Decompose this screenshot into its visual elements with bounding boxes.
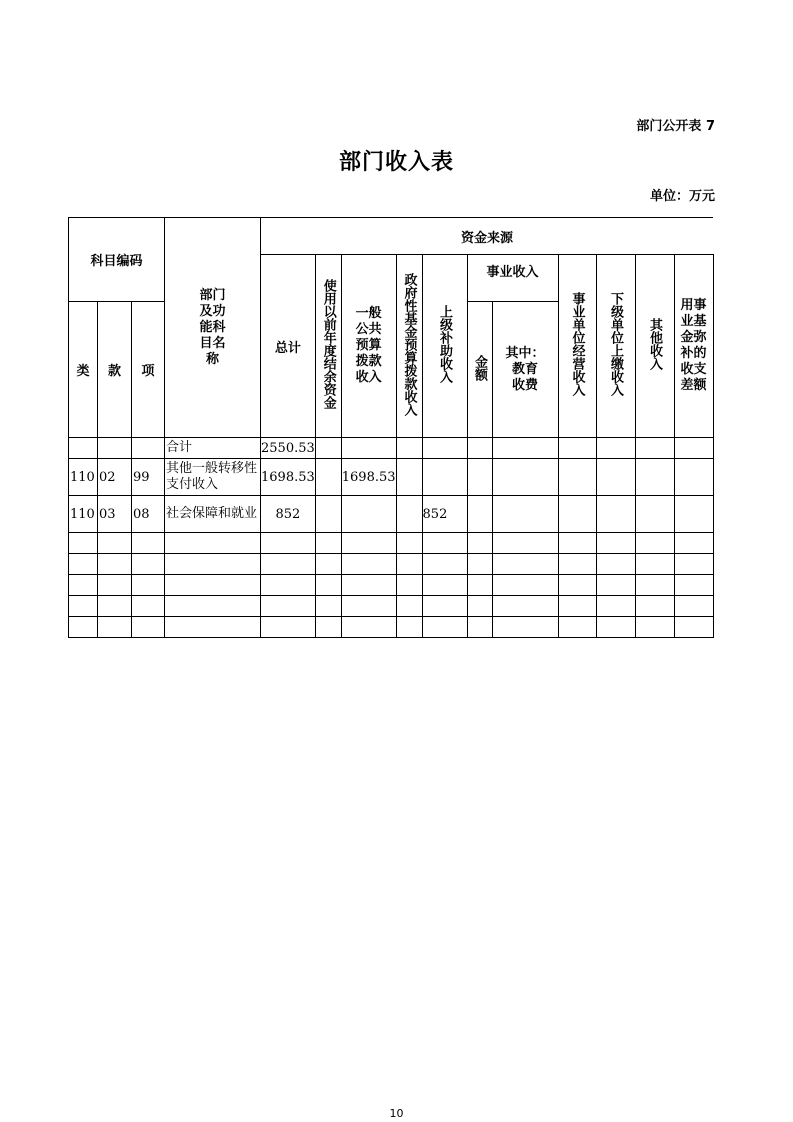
cell-xiang: 08 <box>132 496 165 533</box>
header-amount: 金额 <box>467 302 492 438</box>
header-xiang: 项 <box>132 302 165 438</box>
cell-kuan: 02 <box>98 459 132 496</box>
cell-name: 合计 <box>165 438 261 459</box>
cell-amount <box>467 496 492 533</box>
cell-fund <box>674 496 713 533</box>
cell-lei: 110 <box>69 496 98 533</box>
cell-superior <box>422 459 467 496</box>
cell-fund <box>674 459 713 496</box>
header-funding-source: 资金来源 <box>261 218 714 255</box>
cell-prior <box>315 496 341 533</box>
cell-general <box>341 438 396 459</box>
cell-xiang <box>132 438 165 459</box>
page-number: 10 <box>389 1107 404 1120</box>
cell-general: 1698.53 <box>341 459 396 496</box>
cell-xiang: 99 <box>132 459 165 496</box>
header-general-budget: 一般 公共 预算 拨款 收入 <box>341 255 396 438</box>
unit-label: 单位：万元 <box>649 189 715 204</box>
cell-gov-fund <box>396 496 422 533</box>
cell-total: 1698.53 <box>261 459 316 496</box>
empty-row <box>69 575 714 596</box>
income-table <box>68 217 714 638</box>
cell-superior: 852 <box>422 496 467 533</box>
empty-row <box>69 617 714 638</box>
cell-edu <box>492 438 558 459</box>
cell-lei: 110 <box>69 459 98 496</box>
cell-total: 2550.53 <box>261 438 316 459</box>
header-fund-balance: 用事 业基 金弥 补的 收支 差额 <box>674 255 713 438</box>
cell-other <box>635 459 674 496</box>
header-business-income: 事业收入 <box>467 255 558 302</box>
cell-subordinate <box>596 438 635 459</box>
empty-row <box>69 533 714 554</box>
cell-amount <box>467 459 492 496</box>
cell-lei <box>69 438 98 459</box>
header-prior-balance: 使用以前年度结余资金 <box>315 255 341 438</box>
cell-name: 其他一般转移性支付收入 <box>165 459 261 496</box>
cell-kuan <box>98 438 132 459</box>
cell-prior <box>315 459 341 496</box>
cell-operating <box>558 438 596 459</box>
empty-row <box>69 554 714 575</box>
cell-fund <box>674 438 713 459</box>
cell-subordinate <box>596 496 635 533</box>
cell-gov-fund <box>396 438 422 459</box>
header-superior-subsidy: 上级补助收入 <box>422 255 467 438</box>
cell-subordinate <box>596 459 635 496</box>
cell-prior <box>315 438 341 459</box>
header-other-income: 其他收入 <box>635 255 674 438</box>
header-subject-code: 科目编码 <box>69 218 165 302</box>
page-title: 部门收入表 <box>338 150 454 175</box>
form-number: 部门公开表 7 <box>636 119 715 134</box>
header-education-fee: 其中： 教育 收费 <box>492 302 558 438</box>
header-operating-income: 事业单位经营收入 <box>558 255 596 438</box>
cell-other <box>635 438 674 459</box>
cell-amount <box>467 438 492 459</box>
cell-edu <box>492 496 558 533</box>
cell-operating <box>558 459 596 496</box>
header-subordinate-income: 下级单位上缴收入 <box>596 255 635 438</box>
cell-total: 852 <box>261 496 316 533</box>
header-dept-name: 部门 及功 能科 目名 称 <box>165 218 261 438</box>
cell-gov-fund <box>396 459 422 496</box>
cell-other <box>635 496 674 533</box>
cell-edu <box>492 459 558 496</box>
header-lei: 类 <box>69 302 98 438</box>
table-row <box>69 459 714 496</box>
empty-row <box>69 596 714 617</box>
table-row <box>69 438 714 459</box>
cell-superior <box>422 438 467 459</box>
cell-kuan: 03 <box>98 496 132 533</box>
cell-name: 社会保障和就业 <box>165 496 261 533</box>
header-gov-fund: 政府性基金预算拨款收入 <box>396 255 422 438</box>
table-row <box>69 496 714 533</box>
header-total: 总计 <box>261 255 316 438</box>
header-kuan: 款 <box>98 302 132 438</box>
cell-operating <box>558 496 596 533</box>
cell-general <box>341 496 396 533</box>
